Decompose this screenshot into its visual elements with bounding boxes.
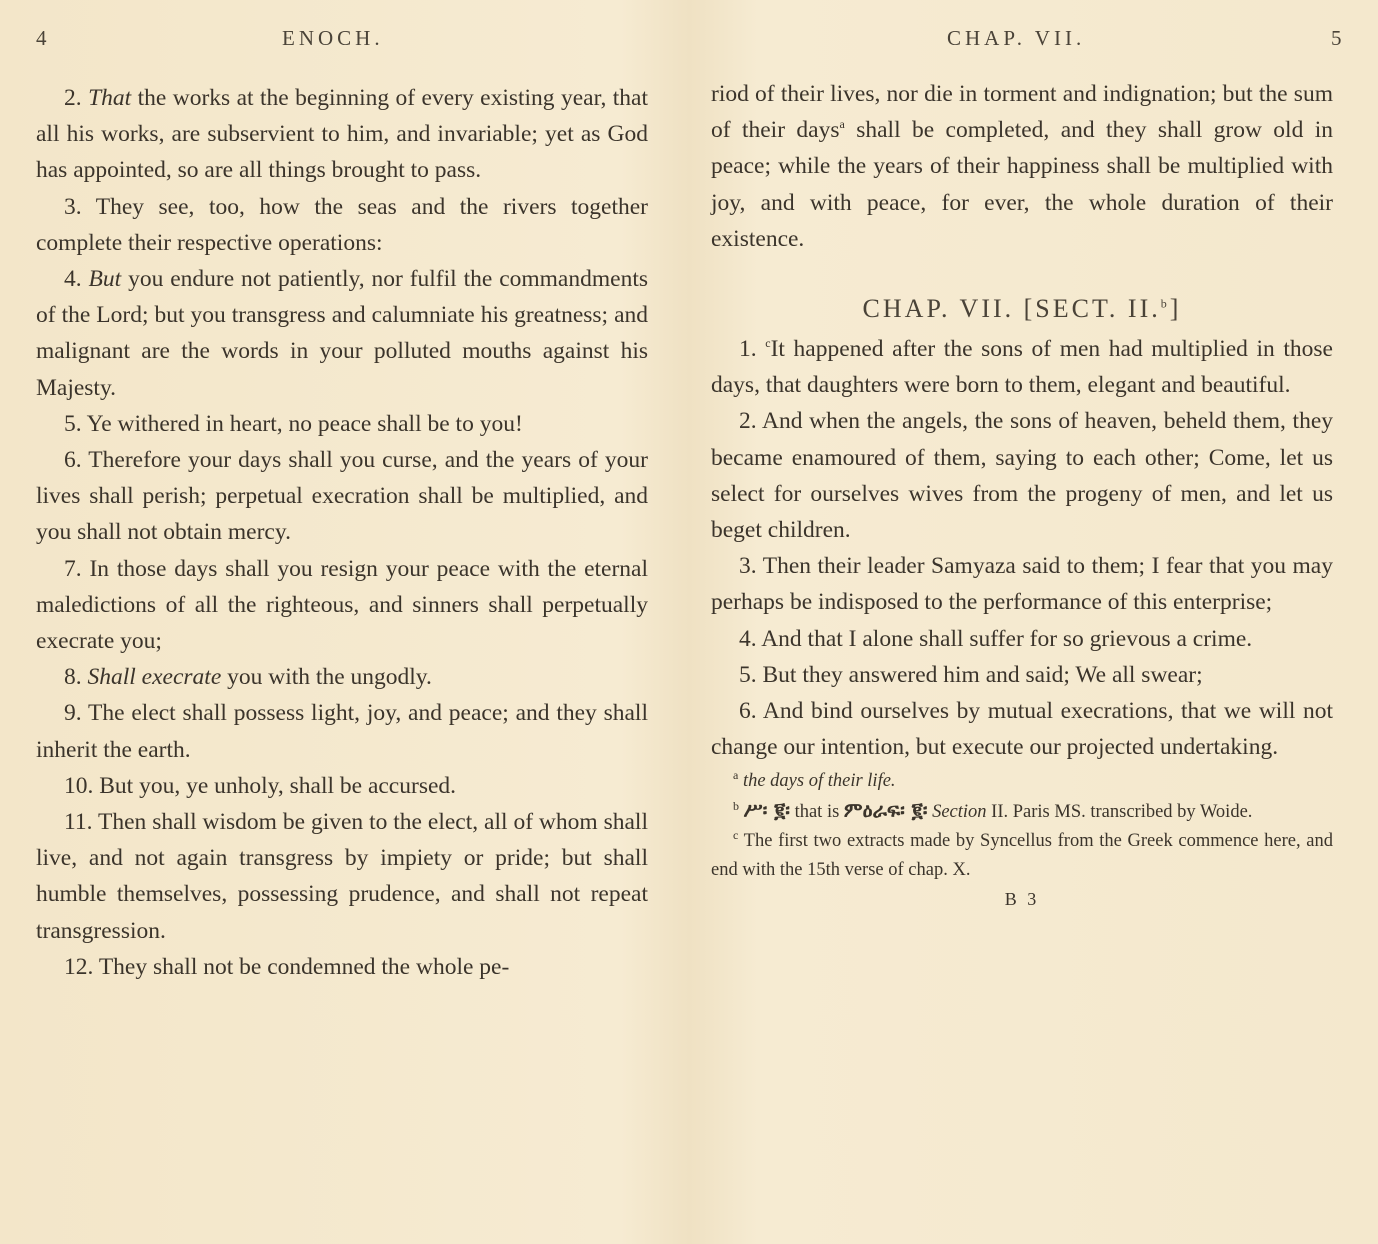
chapter-verse-6: 6. And bind ourselves by mutual execrations, that we will not change our intention, but execute our projected undertaking. [711,698,1333,761]
verse-4: 4. But you endure not patiently, nor fulfil the commandments of the Lord; but you transgress and calumniate his greatness; and malignant are the words in your polluted mouths against his Majesty. [36,266,648,401]
chapter-heading: CHAP. VII. [SECT. II.$^b$] [862,294,1182,324]
verse-11: 11. Then shall wisdom be given to the elect, all of whom shall live, and not again transgress by impiety or pride; but shall humble themselves, possessing prudence, and shall not repeat transgression. [36,809,648,944]
verse-12-continuation: riod of their lives, nor die in torment and indignation; but the sum of their days$^a$ shall be completed, and they shall grow old in peace; while the years of their happiness shall be multiplied with joy, and with peace, for ever, the whole duration of their existence. [711,81,1334,252]
verse-10: 10. But you, ye unholy, shall be accursed. [64,772,457,799]
chapter-verse-4: 4. And that I alone shall suffer for so grievous a crime. [739,625,1253,652]
right-page-number: 5 [1331,26,1342,50]
right-page [689,0,1378,1244]
verse-2: 2. That the works at the beginning of every existing year, that all his works, are subservient to him, and invariable; yet as God has appointed, so are all things brought to pass. [36,85,649,184]
signature-mark: B 3 [1004,889,1040,910]
verse-6: 6. Therefore your days shall you curse, and the years of your lives shall perish; perpetual execration shall be multiplied, and you shall not obtain mercy. [36,447,648,546]
right-running-head: CHAP. VII. [947,26,1086,50]
footnote-b: $^b$ ሥ፡ ፪፡ that is ምዕራፍ፡ ፪፡ Section II. Paris MS. transcribed by Woide. [733,798,1253,823]
footnote-c: $^c$ The first two extracts made by Syncellus from the Greek commence here, and end with the 15th verse of chap. X. [711,828,1333,881]
right-body-text [711,76,1333,913]
verse-12: 12. They shall not be condemned the whole pe- [64,953,510,980]
footnotes [711,767,1333,885]
left-page-number: 4 [36,26,47,50]
chapter-verse-5: 5. But they answered him and said; We all swear; [739,661,1203,688]
left-running-head: ENOCH. [282,26,384,50]
footnote-a: $^a$ the days of their life. [733,768,896,792]
left-body-text [36,80,648,985]
chapter-verse-2: 2. And when the angels, the sons of heaven, beheld them, they became enamoured of them, saying to each other; Come, let us select for ourselves wives from the progeny of men, and let us beget children. [711,408,1333,544]
verse-5: 5. Ye withered in heart, no peace shall be to you! [64,410,523,437]
chapter-verse-3: 3. Then their leader Samyaza said to them; I fear that you may perhaps be indisposed to the performance of this enterprise; [711,553,1333,616]
verse-3: 3. They see, too, how the seas and the rivers together complete their respective operations: [36,193,648,256]
chapter-verse-1: 1. $^c$It happened after the sons of men had multiplied in those days, that daughters were born to them, elegant and beautiful. [711,336,1333,399]
verse-7: 7. In those days shall you resign your peace with the eternal maledictions of all the righteous, and sinners shall perpetually execrate you; [36,555,648,655]
verse-9: 9. The elect shall possess light, joy, and peace; and they shall inherit the earth. [36,700,648,763]
verse-8: 8. Shall execrate you with the ungodly. [64,664,432,691]
